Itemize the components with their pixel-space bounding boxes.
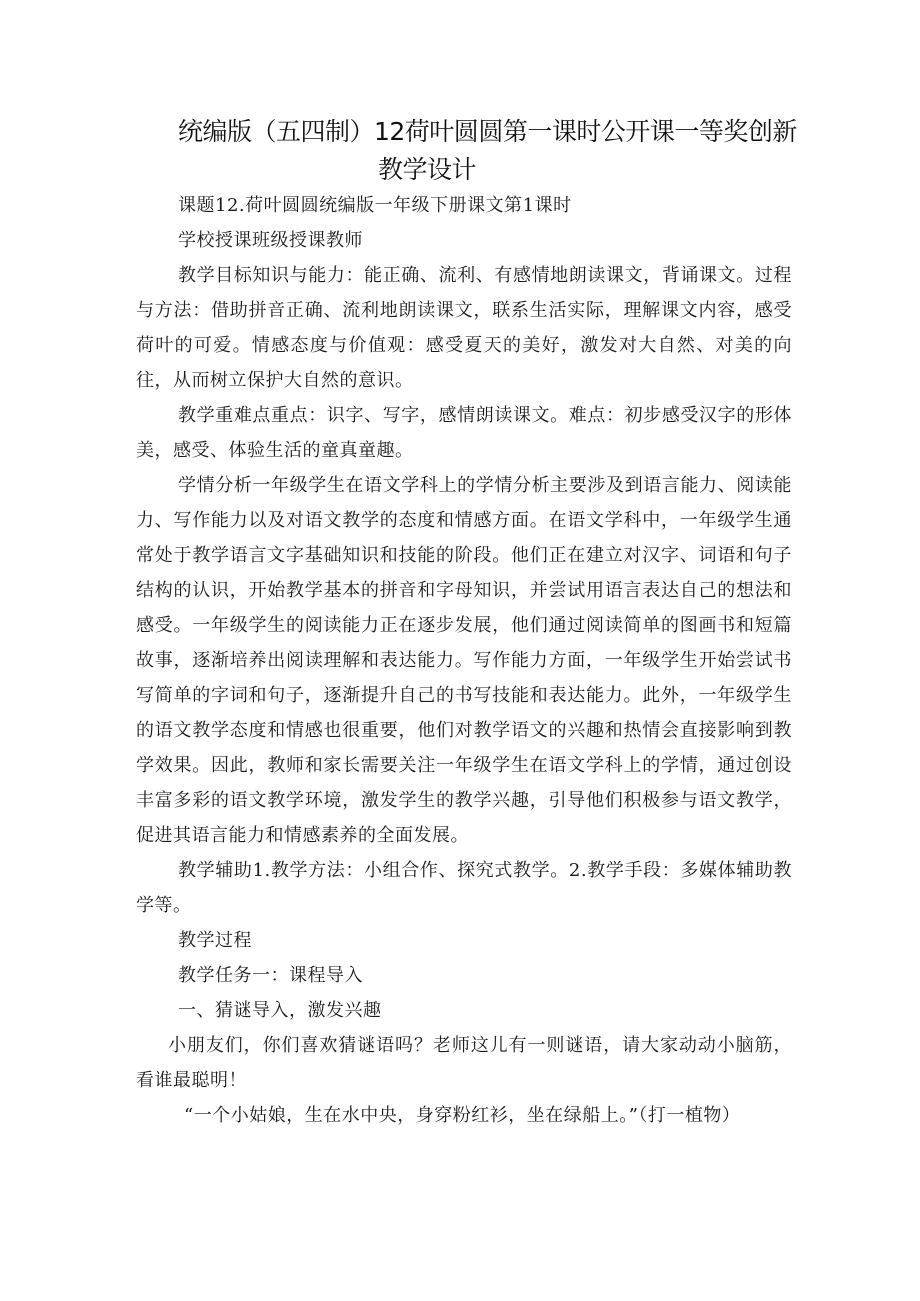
teaching-process-heading: 教学过程 xyxy=(178,930,252,951)
document-body xyxy=(136,188,792,1133)
school-class-teacher: 学校授课班级授课教师 xyxy=(178,230,363,251)
lesson-topic: 课题12.荷叶圆圆统编版一年级下册课文第1课时 xyxy=(178,195,572,216)
teaching-aids: 教学辅助1.教学方法：小组合作、探究式教学。2.教学手段：多媒体辅助教学等。 xyxy=(136,860,792,916)
task-one-heading: 教学任务一：课程导入 xyxy=(178,965,363,986)
riddle-text: “一个小姑娘，生在水中央，身穿粉红衫，坐在绿船上。”（打一植物） xyxy=(184,1105,741,1126)
key-difficult-points: 教学重难点重点：识字、写字，感情朗读课文。难点：初步感受汉字的形体美，感受、体验生活的童真童趣。 xyxy=(136,405,792,461)
title-line-1: 统编版（五四制）12荷叶圆圆第一课时公开课一等奖创新 xyxy=(178,117,797,146)
teaching-objectives: 教学目标知识与能力：能正确、流利、有感情地朗读课文，背诵课文。过程与方法：借助拼音正确、流利地朗读课文，联系生活实际，理解课文内容，感受荷叶的可爱。情感态度与价值观：感受夏天的美好，激发对大自然、对美的向往，从而树立保护大自然的意识。 xyxy=(136,265,792,391)
learning-analysis: 学情分析一年级学生在语文学科上的学情分析主要涉及到语言能力、阅读能力、写作能力以及对语文教学的态度和情感方面。在语文学科中，一年级学生通常处于教学语言文字基础知识和技能的阶段。他们正在建立对汉字、词语和句子结构的认识，开始教学基本的拼音和字母知识，并尝试用语言表达自己的想法和感受。一年级学生的阅读能力正在逐步发展，他们通过阅读简单的图画书和短篇故事，逐渐培养出阅读理解和表达能力。写作能力方面，一年级学生开始尝试书写简单的字词和句子，逐渐提升自己的书写技能和表达能力。此外，一年级学生的语文教学态度和情感也很重要，他们对教学语文的兴趣和热情会直接影响到教学效果。因此，教师和家长需要关注一年级学生在语文学科上的学情，通过创设丰富多彩的语文教学环境，激发学生的教学兴趣，引导他们积极参与语文教学，促进其语言能力和情感素养的全面发展。 xyxy=(136,475,792,846)
document-title xyxy=(178,113,798,189)
title-line-2: 教学设计 xyxy=(378,155,477,184)
riddle-prompt: 小朋友们，你们喜欢猜谜语吗？老师这儿有一则谜语，请大家动动小脑筋，看谁最聪明！ xyxy=(136,1035,792,1091)
riddle-intro-heading: 一、猜谜导入，激发兴趣 xyxy=(178,1000,382,1021)
